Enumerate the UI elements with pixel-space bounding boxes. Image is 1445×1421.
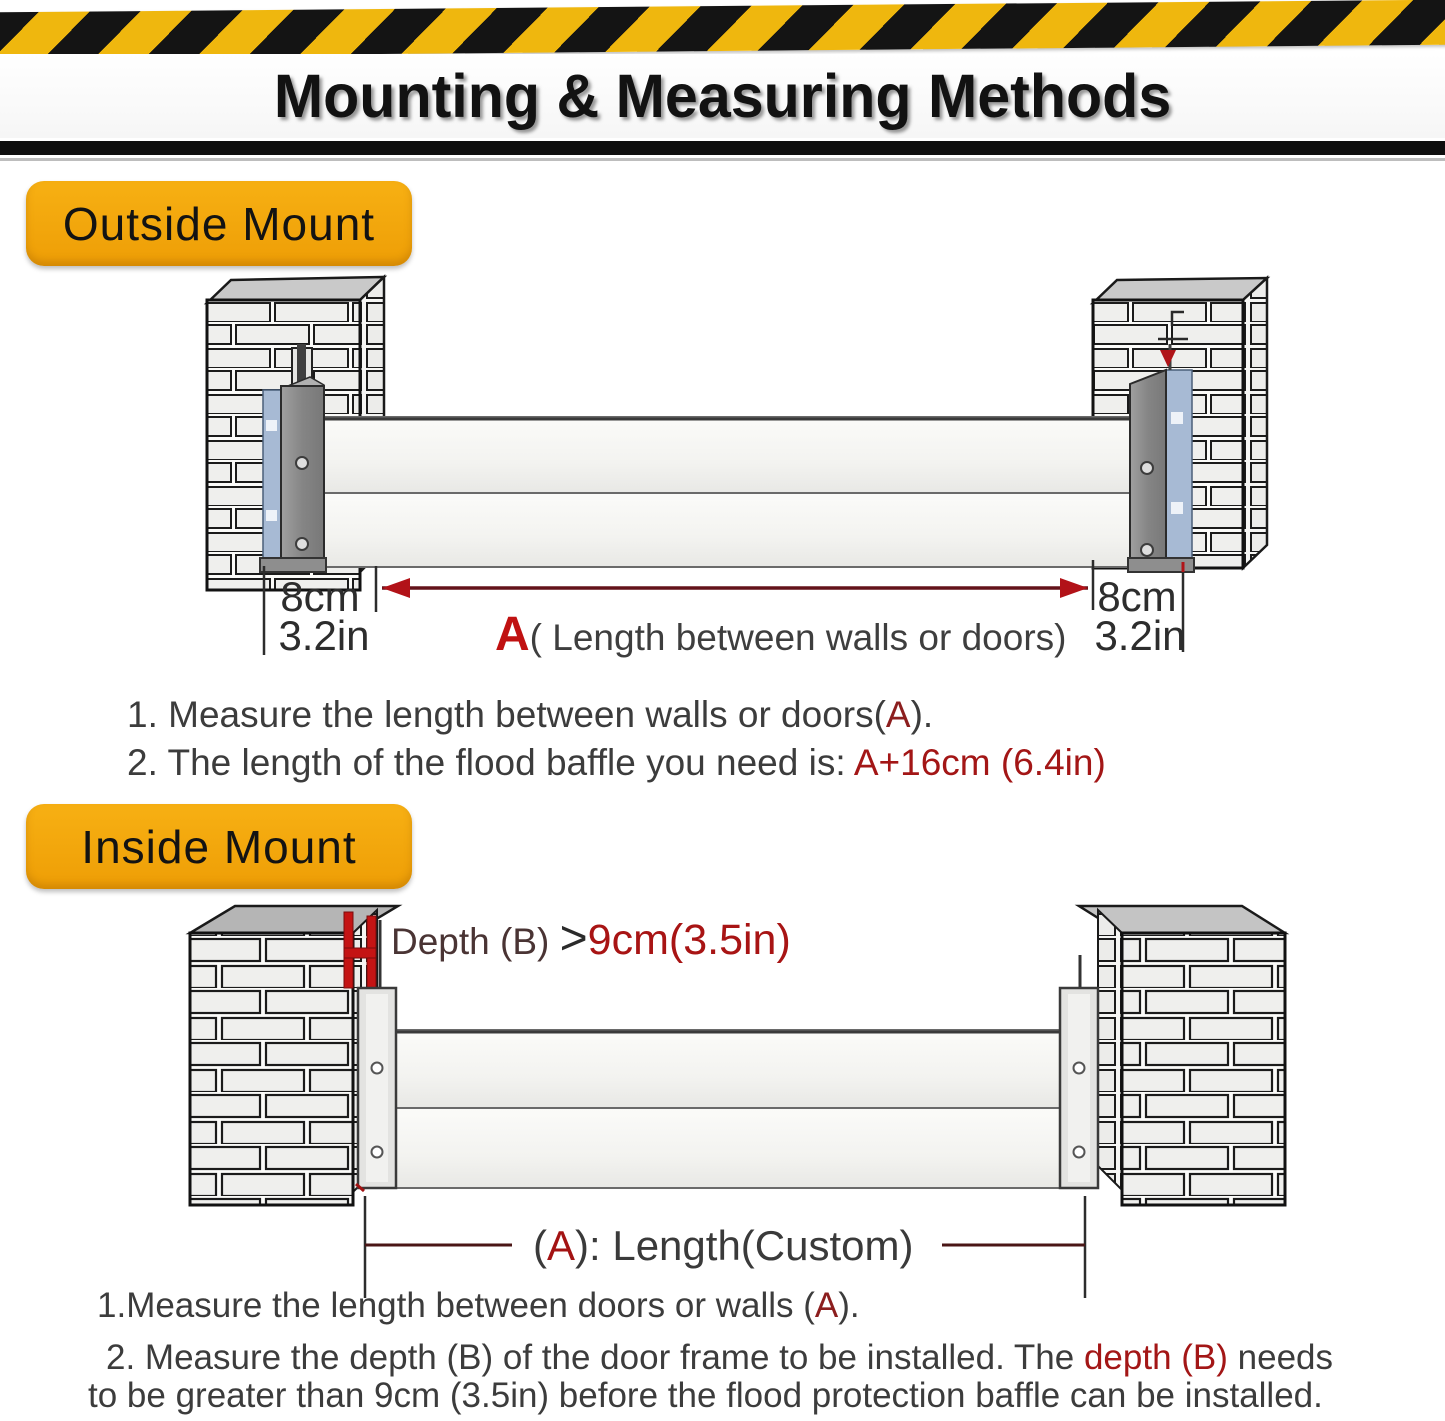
right-seal-strip <box>1166 370 1192 563</box>
barrier-panel-bottom <box>323 493 1130 567</box>
depth-label: Depth (B) >9cm(3.5in) <box>391 912 791 965</box>
inside-mount-diagram <box>0 878 1445 1303</box>
barrier-panel-top <box>323 417 1130 493</box>
depth-marker-crossbar <box>344 948 376 958</box>
header-divider-bar <box>0 141 1445 155</box>
screw-hole <box>296 457 308 469</box>
left-seal-strip <box>263 390 281 570</box>
highlight-formula: A+16cm (6.4in) <box>853 742 1106 783</box>
flood-barrier <box>323 417 1130 567</box>
screw-hole <box>1074 1063 1085 1074</box>
screw-hole <box>1141 544 1153 556</box>
seal-dot <box>266 420 277 431</box>
inside-step-1: 1.Measure the length between doors or walls (A). <box>97 1286 860 1325</box>
barrier-panel-top <box>396 1030 1060 1108</box>
inside-mount-badge <box>26 804 412 889</box>
highlight-A: A <box>885 694 911 735</box>
left-offset-in: 3.2in <box>278 612 370 659</box>
screw-hole <box>372 1147 383 1158</box>
page-title: Mounting & Measuring Methods <box>273 62 1172 130</box>
measurement-annotations <box>365 1196 1085 1298</box>
inside-step-2-line2: to be greater than 9cm (3.5in) before the flood protection baffle can be installed. <box>88 1376 1323 1415</box>
span-length-label: A( Length between walls or doors) <box>495 608 1067 661</box>
left-offset-cm: 8cm <box>280 573 360 620</box>
outside-mount-badge <box>26 181 412 266</box>
seal-dot <box>1171 412 1183 424</box>
outside-mount-diagram <box>0 262 1445 690</box>
screw-hole <box>1074 1147 1085 1158</box>
screw-hole <box>372 1063 383 1074</box>
left-mounting-bracket <box>356 988 396 1191</box>
measurement-annotations <box>264 560 1186 661</box>
right-offset-in: 3.2in <box>1094 612 1186 659</box>
header-band <box>0 54 1445 138</box>
right-mounting-bracket <box>1060 988 1098 1188</box>
seal-dot <box>1171 502 1183 514</box>
hazard-stripe-banner <box>0 0 1445 57</box>
arrowhead-right <box>1060 578 1088 598</box>
inside-step-2-line1: 2. Measure the depth (B) of the door frame to be installed. The depth (B) needs <box>106 1338 1334 1377</box>
outside-step-2: 2. The length of the flood baffle you need is: A+16cm (6.4in) <box>127 742 1106 783</box>
inside-mount-label: Inside Mount <box>81 820 357 873</box>
flood-barrier <box>396 1030 1060 1188</box>
outside-step-1: 1. Measure the length between walls or doors(A). <box>127 694 934 735</box>
right-pillar-side-face <box>1243 278 1267 568</box>
bracket-foot <box>260 558 326 572</box>
right-brick-pillar <box>1079 906 1285 1205</box>
anchor-pin <box>297 344 306 384</box>
right-offset-cm: 8cm <box>1097 573 1177 620</box>
length-label: (A): Length(Custom) <box>533 1222 914 1269</box>
barrier-panel-bottom <box>396 1108 1060 1188</box>
right-pillar-front-face <box>1122 933 1285 1205</box>
left-pillar-front-face <box>190 933 353 1205</box>
screw-hole <box>1141 462 1153 474</box>
right-pillar-side-face <box>1098 910 1122 1190</box>
outside-mount-label: Outside Mount <box>62 197 376 250</box>
highlight-depth: depth (B) <box>1083 1338 1228 1377</box>
highlight-A: A <box>814 1286 839 1325</box>
arrowhead-left <box>382 578 410 598</box>
screw-hole <box>296 538 308 550</box>
seal-dot <box>266 510 277 521</box>
header-divider-line <box>0 158 1445 161</box>
